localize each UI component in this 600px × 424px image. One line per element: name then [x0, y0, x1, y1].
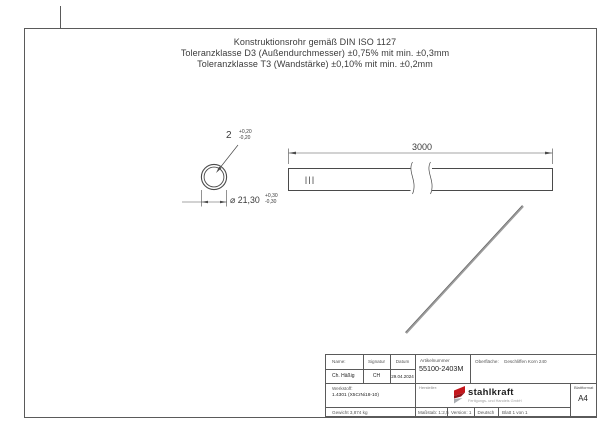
date-value: 29.04.2024	[391, 373, 414, 379]
weight-text: Gewicht 3,874 kg	[332, 409, 368, 415]
note-line-2: Toleranzklasse D3 (Außendurchmesser) ±0,75% mit min. ±0,3mm	[180, 47, 450, 58]
grid-line	[474, 407, 475, 416]
wall-leader-line	[218, 145, 239, 171]
grid-line	[326, 407, 570, 408]
grid-line	[326, 369, 415, 370]
wall-tol-upper: +0,20	[239, 129, 252, 135]
name-label: Name:	[332, 359, 346, 364]
surface-spec	[475, 359, 547, 364]
length-dim: 3000	[411, 142, 433, 152]
sheet-number-text: Blatt 1 von 1	[502, 409, 528, 415]
diameter-tolerance	[265, 194, 278, 205]
surface-label: Oberfläche:	[475, 358, 499, 364]
signature-value: CH	[372, 373, 381, 379]
drawing-notes	[30, 37, 600, 70]
logo-text: stahlkraft	[468, 386, 514, 398]
break-line-right	[429, 162, 432, 194]
title-block	[325, 354, 597, 417]
logo-tagline: Fertigungs- und Handels GmbH	[468, 398, 522, 403]
side-view	[289, 149, 553, 195]
grid-line	[470, 355, 471, 383]
note-line-3: Toleranzklasse T3 (Wandstärke) ±0,10% mit min. ±0,2mm	[197, 58, 433, 69]
version-text: Version: 1	[451, 409, 472, 415]
diameter-tol-lower: -0,30	[265, 198, 277, 205]
diameter-tol-upper: +0,30	[265, 193, 278, 199]
date-label: Datum	[395, 359, 410, 364]
sheet-format-value: A4	[578, 394, 588, 403]
stahlkraft-logo	[454, 385, 522, 405]
scale-text: Maßstab: 1:2,5	[418, 409, 449, 415]
signature-label: Signatur	[367, 359, 386, 364]
wall-thickness-dim: 2	[226, 130, 232, 141]
isometric-rod	[405, 205, 523, 333]
language-text: Deutsch	[477, 409, 495, 415]
surface-value: Geschliffen Korn 240	[503, 358, 547, 364]
wall-tol-lower: -0,20	[239, 134, 251, 141]
grid-line	[326, 383, 596, 384]
note-line-1: Konstruktionsrohr gemäß DIN ISO 1127	[233, 37, 397, 47]
material-value: 1.4301 (X5CrNi18-10)	[332, 393, 379, 398]
name-value: Ch. Häßig	[332, 373, 355, 379]
break-line-left	[411, 162, 414, 194]
article-number-value: 55100-2403M	[419, 364, 464, 373]
material-label: Werkstoff:	[332, 386, 353, 391]
wall-thickness-tolerance	[239, 130, 252, 141]
manufacturer-label: Hersteller:	[419, 385, 438, 390]
article-number-label: Artikelnummer	[420, 358, 450, 363]
sheet-format-label: Blattformat	[574, 385, 594, 390]
stahlkraft-logo-icon	[454, 386, 465, 404]
grid-line	[498, 407, 499, 416]
diameter-dim: ⌀ 21,30	[230, 194, 260, 205]
